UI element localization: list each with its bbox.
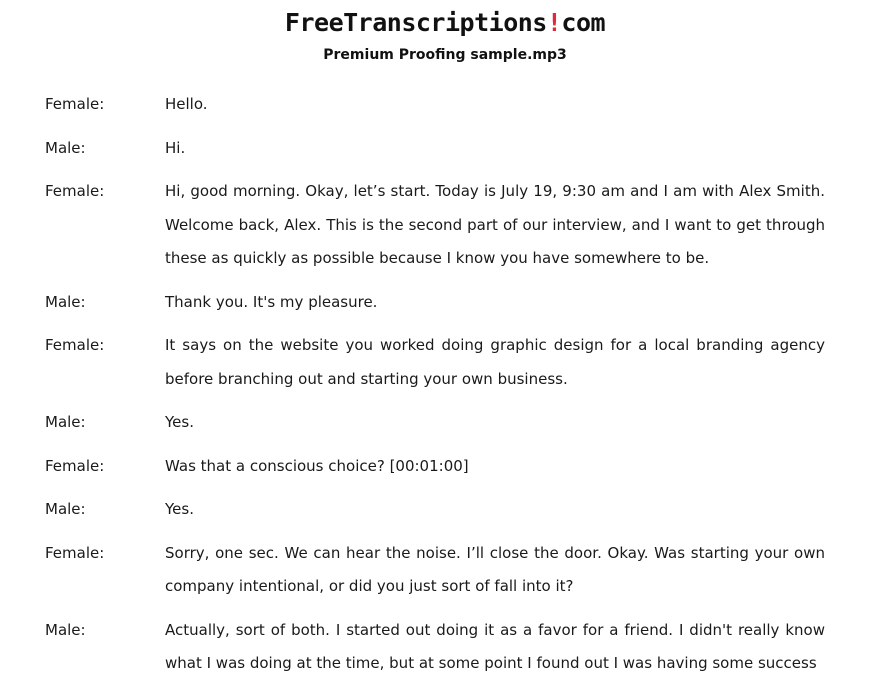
speaker-label: Male: bbox=[45, 500, 86, 518]
speaker-label: Male: bbox=[45, 292, 86, 311]
site-logo bbox=[0, 4, 890, 42]
transcript-row bbox=[45, 493, 825, 527]
utterance-text: It says on the website you worked doing graphic design for a local branding agency before branching out and starting your own business. bbox=[165, 336, 825, 388]
utterance-text: Hi, good morning. Okay, let’s start. Today is July 19, 9:30 am and I am with Alex Smith. Welcome back, Alex. This is the second part of our interview, and I want to get through these as quickly as possible because I know you have somewhere to be. bbox=[165, 182, 825, 267]
utterance-text: Yes. bbox=[165, 413, 194, 431]
utterance-text: Yes. bbox=[165, 500, 194, 518]
logo-text-main: FreeTranscriptions bbox=[284, 8, 547, 37]
transcript-row bbox=[45, 614, 825, 681]
speaker-label: Male: bbox=[45, 138, 86, 157]
transcript-row bbox=[45, 450, 825, 484]
transcript-row bbox=[45, 329, 825, 396]
logo-exclamation: ! bbox=[546, 8, 562, 37]
transcript-row bbox=[45, 406, 825, 440]
utterance-text: Hello. bbox=[165, 95, 208, 113]
transcript-row bbox=[45, 175, 825, 276]
speaker-label: Male: bbox=[45, 413, 86, 431]
speaker-label: Female: bbox=[45, 182, 105, 200]
speaker-label: Male: bbox=[45, 620, 86, 639]
transcript-row bbox=[45, 537, 825, 604]
transcript-row bbox=[45, 132, 825, 166]
utterance-text: Was that a conscious choice? [00:01:00] bbox=[165, 456, 469, 475]
utterance-text: Thank you. It's my pleasure. bbox=[165, 292, 378, 311]
speaker-label: Female: bbox=[45, 336, 105, 354]
file-title: Premium Proofing sample.mp3 bbox=[323, 47, 567, 63]
utterance-text: Hi. bbox=[165, 138, 186, 157]
speaker-label: Female: bbox=[45, 543, 105, 562]
speaker-label: Female: bbox=[45, 95, 105, 113]
speaker-label: Female: bbox=[45, 456, 105, 475]
transcript-row bbox=[45, 286, 825, 320]
utterance-text: Actually, sort of both. I started out doing it as a favor for a friend. I didn't really know what I was doing at the time, but at some point I found out I was having some success bbox=[165, 620, 825, 672]
transcript-row bbox=[45, 88, 825, 122]
document-header bbox=[0, 4, 890, 65]
transcript-body bbox=[45, 88, 825, 691]
logo-text-domain: com bbox=[561, 8, 606, 37]
utterance-text: Sorry, one sec. We can hear the noise. I’ll close the door. Okay. Was starting your own company intentional, or did you just sort of fall into it? bbox=[165, 543, 825, 595]
